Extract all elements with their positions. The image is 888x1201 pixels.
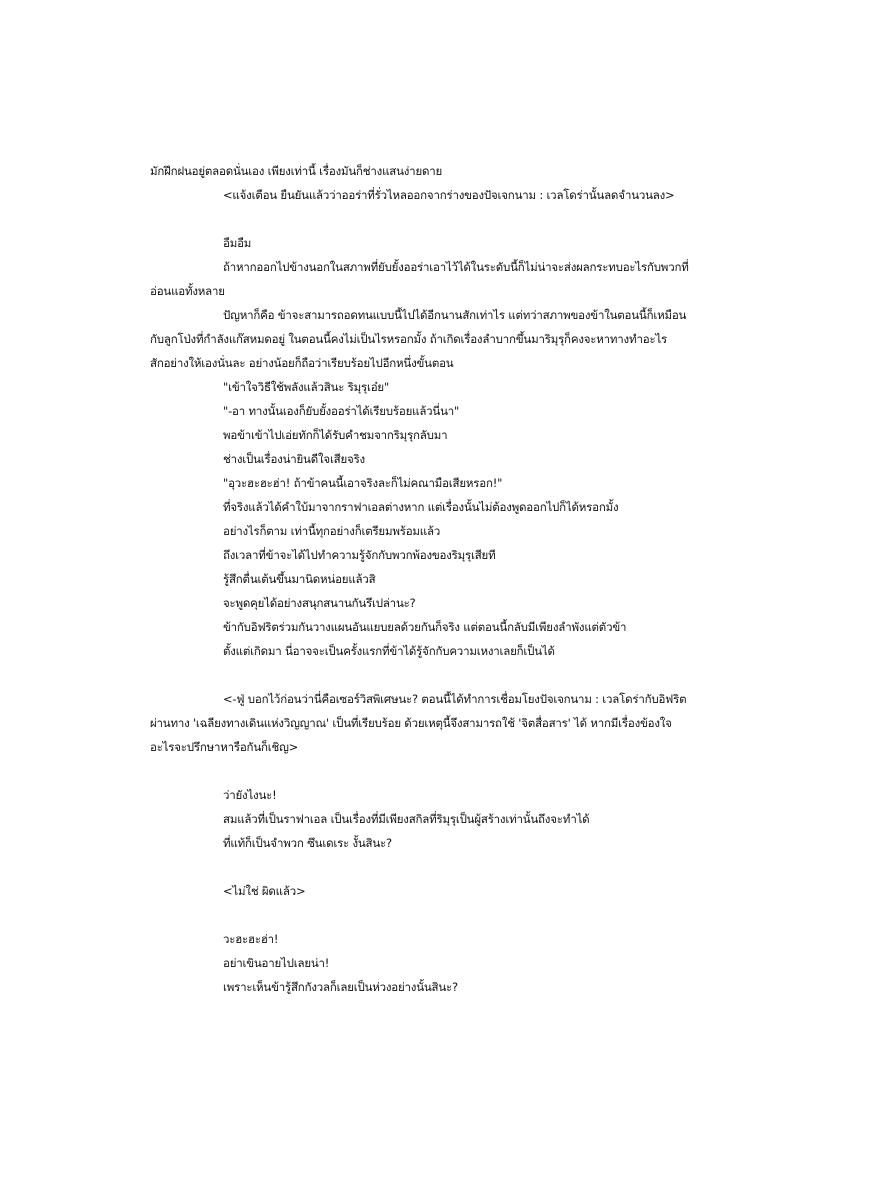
text-line: ช่างเป็นเรื่องน่ายินดีใจเสียจริง (223, 452, 365, 466)
text-line: เพราะเห็นข้ารู้สึกกังวลก็เลยเป็นห่วงอย่างนั้นสินะ? (223, 980, 458, 994)
text-line: อย่างไรก็ตาม เท่านี้ทุกอย่างก็เตรียมพร้อมแล้ว (223, 524, 441, 538)
text-line: "อุวะฮะฮะฮ่า! ถ้าข้าคนนี้เอาจริงละก็ไม่คณามือเสียหรอก!" (223, 476, 503, 490)
text-line: สักอย่างให้เองนั่นละ อย่างน้อยก็ถือว่าเรียบร้อยไปอีกหนึ่งขั้นตอน (150, 356, 454, 370)
text-line: ถ้าหากออกไปข้างนอกในสภาพที่ยับยั้งออร่าเอาไว้ได้ในระดับนี้ก็ไม่น่าจะส่งผลกระทบอะไรกับพวกที่ (223, 260, 689, 274)
text-line: ตั้งแต่เกิดมา นี่อาจจะเป็นครั้งแรกที่ข้าได้รู้จักกับความเหงาเลยก็เป็นได้ (223, 644, 555, 658)
text-line: ถึงเวลาที่ข้าจะได้ไปทำความรู้จักกับพวกพ้องของริมุรุเสียที (223, 548, 496, 562)
blank-line (150, 759, 730, 783)
text-line: อืมอืม (223, 236, 252, 250)
text-line: รู้สึกตื่นเต้นขึ้นมานิดหน่อยแล้วสิ (223, 572, 376, 586)
blank-line (150, 663, 730, 687)
text-line: พอข้าเข้าไปเอ่ยทักก็ได้รับคำชมจากริมุรุกลับมา (223, 428, 448, 442)
text-line: อย่าเขินอายไปเลยน่า! (223, 956, 330, 970)
text-line: ข้ากับอิฟริตร่วมกันวางแผนอันแยบยลด้วยกันก็จริง แต่ตอนนี้กลับมีเพียงลำพังแต่ตัวข้า (223, 620, 627, 634)
text-line: สมแล้วที่เป็นราฟาเอล เป็นเรื่องที่มีเพียงสกิลที่ริมุรุเป็นผู้สร้างเท่านั้นถึงจะทำได้ (223, 812, 590, 826)
text-line: ปัญหาก็คือ ข้าจะสามารถอดทนแบบนี้ไปได้อีกนานสักเท่าไร แต่ทว่าสภาพของข้าในตอนนี้ก็เหมือน (223, 308, 687, 322)
text-line: <ไม่ใช่ ผิดแล้ว> (223, 884, 306, 898)
text-line: <แจ้งเตือน ยืนยันแล้วว่าออร่าที่รั่วไหลออกจากร่างของปัจเจกนาม : เวลโดร่านั้นลดจำนวนลง> (223, 188, 675, 202)
blank-line (150, 855, 730, 879)
blank-line (150, 903, 730, 927)
text-line: <-ฟู่ บอกไว้ก่อนว่านี่คือเซอร์วิสพิเศษนะ? ตอนนี้ได้ทำการเชื่อมโยงปัจเจกนาม : เวลโดร่ากับอิฟริต (223, 692, 687, 706)
text-line: วะฮะฮะฮ่า! (223, 932, 279, 946)
text-line: ผ่านทาง 'เฉลียงทางเดินแห่งวิญญาณ' เป็นที่เรียบร้อย ด้วยเหตุนี้จึงสามารถใช้ 'จิตสื่อสาร' ได้ หากมีเรื่องข้องใจ (150, 716, 672, 730)
text-line: ว่ายังไงนะ! (223, 788, 277, 802)
text-line: ที่จริงแล้วได้คำใบ้มาจากราฟาเอลต่างหาก แต่เรื่องนั้นไม่ต้องพูดออกไปก็ได้หรอกมั้ง (223, 500, 619, 514)
text-line: กับลูกโป่งที่กำลังแก๊สหมดอยู่ ในตอนนี้คงไม่เป็นไรหรอกมั้ง ถ้าเกิดเรื่องลำบากขึ้นมาริมุรุก็คงจะหาทางทำอะไร (150, 332, 668, 346)
text-line: อะไรจะปรึกษาหารือกันก็เชิญ> (150, 740, 299, 754)
text-line: "-อา ทางนั้นเองก็ยับยั้งออร่าได้เรียบร้อยแล้วนี่นา" (223, 404, 460, 418)
text-line: "เข้าใจวิธีใช้พลังแล้วสินะ ริมุรุเอ๋ย" (223, 380, 390, 394)
text-line: อ่อนแอทั้งหลาย (150, 284, 225, 298)
document-body (150, 159, 730, 999)
text-line: จะพูดคุยได้อย่างสนุกสนานกันรึเปล่านะ? (223, 596, 416, 610)
text-line: ที่แท้ก็เป็นจำพวก ซึนเดเระ งั้นสินะ? (223, 836, 392, 850)
blank-line (150, 207, 730, 231)
text-line: มักฝึกฝนอยู่ตลอดนั่นเอง เพียงเท่านี้ เรื่องมันก็ช่างแสนง่ายดาย (150, 164, 443, 178)
